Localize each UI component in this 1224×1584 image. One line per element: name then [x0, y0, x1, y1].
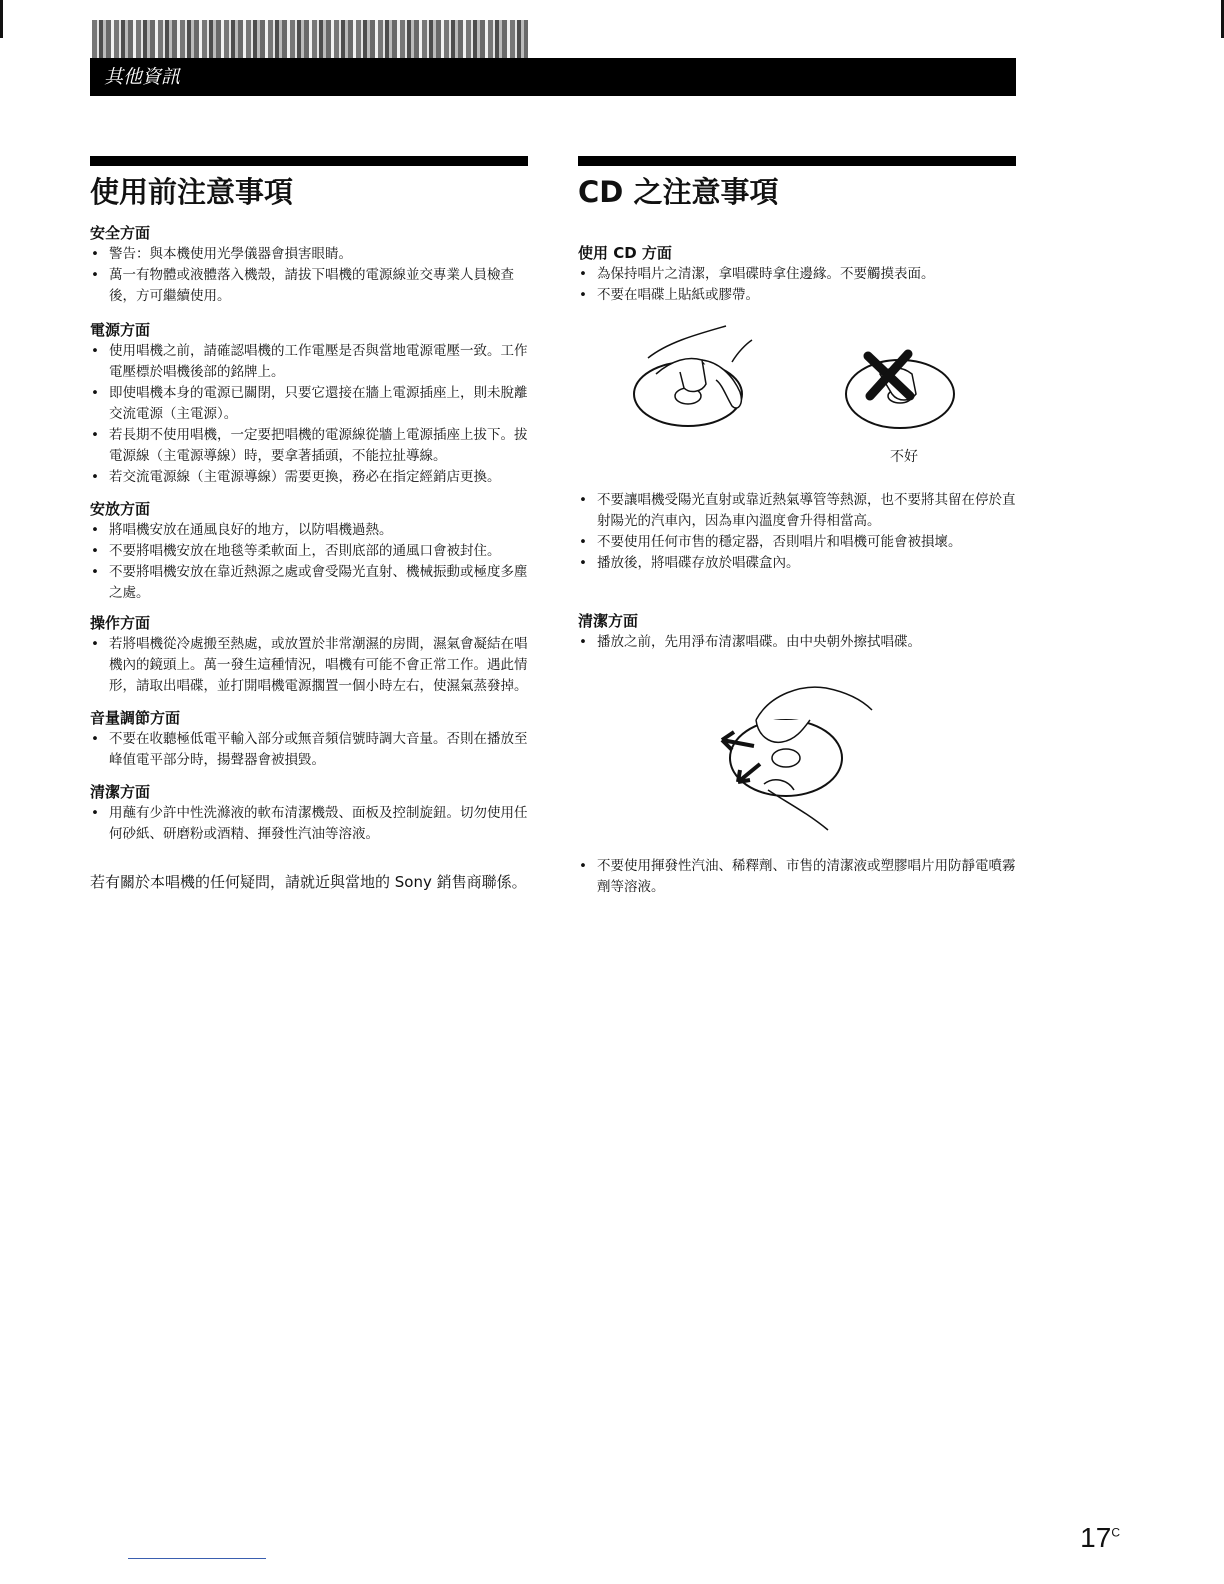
list-item: • 播放之前，先用淨布清潔唱碟。由中央朝外擦拭唱碟。 [578, 632, 1016, 653]
list-item: • 不要讓唱機受陽光直射或靠近熱氣導管等熱源，也不要將其留在停於直射陽光的汽車內，因為車內溫度會升得相當高。 [578, 490, 1016, 532]
list-item: • 不要將唱機安放在地毯等柔軟面上，否則底部的通風口會被封住。 [90, 541, 528, 562]
header-texture [92, 20, 528, 60]
page-number [1080, 1522, 1120, 1554]
list-item: • 警告：與本機使用光學儀器會損害眼睛。 [90, 244, 528, 265]
right-column [578, 156, 1016, 306]
list-item: • 即使唱機本身的電源已關閉，只要它還接在牆上電源插座上，則未脫離交流電源（主電源）。 [90, 383, 528, 425]
list-item: • 不要在收聽極低電平輸入部分或無音頻信號時調大音量。否則在播放至峰值電平部分時，揚聲器會被損毀。 [90, 729, 528, 771]
list-item: • 若交流電源線（主電源導線）需要更換，務必在指定經銷店更換。 [90, 467, 528, 488]
list-item: • 使用唱機之前，請確認唱機的工作電壓是否與當地電源電壓一致。工作電壓標於唱機後部的銘牌上。 [90, 341, 528, 383]
title-rule [578, 156, 1016, 166]
left-title: 使用前注意事項 [90, 175, 294, 209]
page-number-suffix: C [1111, 1525, 1120, 1540]
section-heading: 安放方面 [90, 500, 151, 518]
section-safety [90, 222, 528, 307]
page-number-value: 17 [1080, 1522, 1112, 1553]
list-item: • 若將唱機從冷處搬至熱處，或放置於非常潮濕的房間，濕氣會凝結在唱機內的鏡頭上。萬一發生這種情況，唱機有可能不會正常工作。遇此情形，請取出唱碟，並打開唱機電源擱置一個小時左右，使濕氣蒸發掉。 [90, 634, 528, 697]
list-item: • 萬一有物體或液體落入機殼，請拔下唱機的電源線並交專業人員檢查後，方可繼續使用。 [90, 265, 528, 307]
section-header: 其他資訊 [90, 58, 1016, 96]
list-item: • 不要在唱碟上貼紙或膠帶。 [578, 285, 1016, 306]
section-cd-solvents [578, 856, 1016, 898]
bad-caption: 不好 [890, 449, 918, 465]
footer-line [128, 1558, 266, 1559]
list-item: • 若長期不使用唱機，一定要把唱機的電源線從牆上電源插座上拔下。拔電源線（主電源導線）時，要拿著插頭，不能拉扯導線。 [90, 425, 528, 467]
section-cd-handling [578, 242, 1016, 306]
section-operation [90, 612, 528, 697]
section-placement [90, 498, 528, 604]
list-item: • 為保持唱片之清潔，拿唱碟時拿住邊緣。不要觸摸表面。 [578, 264, 1016, 285]
section-heading: 清潔方面 [90, 783, 151, 801]
section-heading: 音量調節方面 [90, 709, 181, 727]
section-cd-cleaning [578, 610, 1016, 653]
section-cleaning [90, 781, 528, 845]
list-item: • 播放後，將唱碟存放於唱碟盒內。 [578, 553, 1016, 574]
section-heading: 使用 CD 方面 [578, 244, 672, 262]
list-item: • 不要將唱機安放在靠近熱源之處或會受陽光直射、機械振動或極度多塵之處。 [90, 562, 528, 604]
section-heading: 電源方面 [90, 321, 151, 339]
contact-note: 若有關於本唱機的任何疑問，請就近與當地的 Sony 銷售商聯係。 [90, 873, 527, 891]
section-heading: 安全方面 [90, 224, 151, 242]
cd-touch-surface-bad-illustration [840, 344, 960, 434]
section-heading: 清潔方面 [578, 612, 639, 630]
section-heading: 操作方面 [90, 614, 151, 632]
right-title: CD 之注意事項 [578, 175, 779, 209]
list-item: • 用蘸有少許中性洗滌液的軟布清潔機殼、面板及控制旋鈕。切勿使用任何砂紙、研磨粉或酒精、揮發性汽油等溶液。 [90, 803, 528, 845]
left-column [90, 156, 528, 894]
section-power [90, 319, 528, 488]
section-volume [90, 707, 528, 771]
cd-hold-edge-illustration [628, 322, 768, 432]
cd-wiping-illustration [716, 680, 876, 840]
list-item: • 不要使用揮發性汽油、稀釋劑、市售的清潔液或塑膠唱片用防靜電噴霧劑等溶液。 [578, 856, 1016, 898]
section-cd-storage [578, 490, 1016, 574]
list-item: • 不要使用任何市售的穩定器，否則唱片和唱機可能會被損壞。 [578, 532, 1016, 553]
scan-edge-mark [0, 0, 3, 38]
title-rule [90, 156, 528, 166]
list-item: • 將唱機安放在通風良好的地方，以防唱機過熱。 [90, 520, 528, 541]
